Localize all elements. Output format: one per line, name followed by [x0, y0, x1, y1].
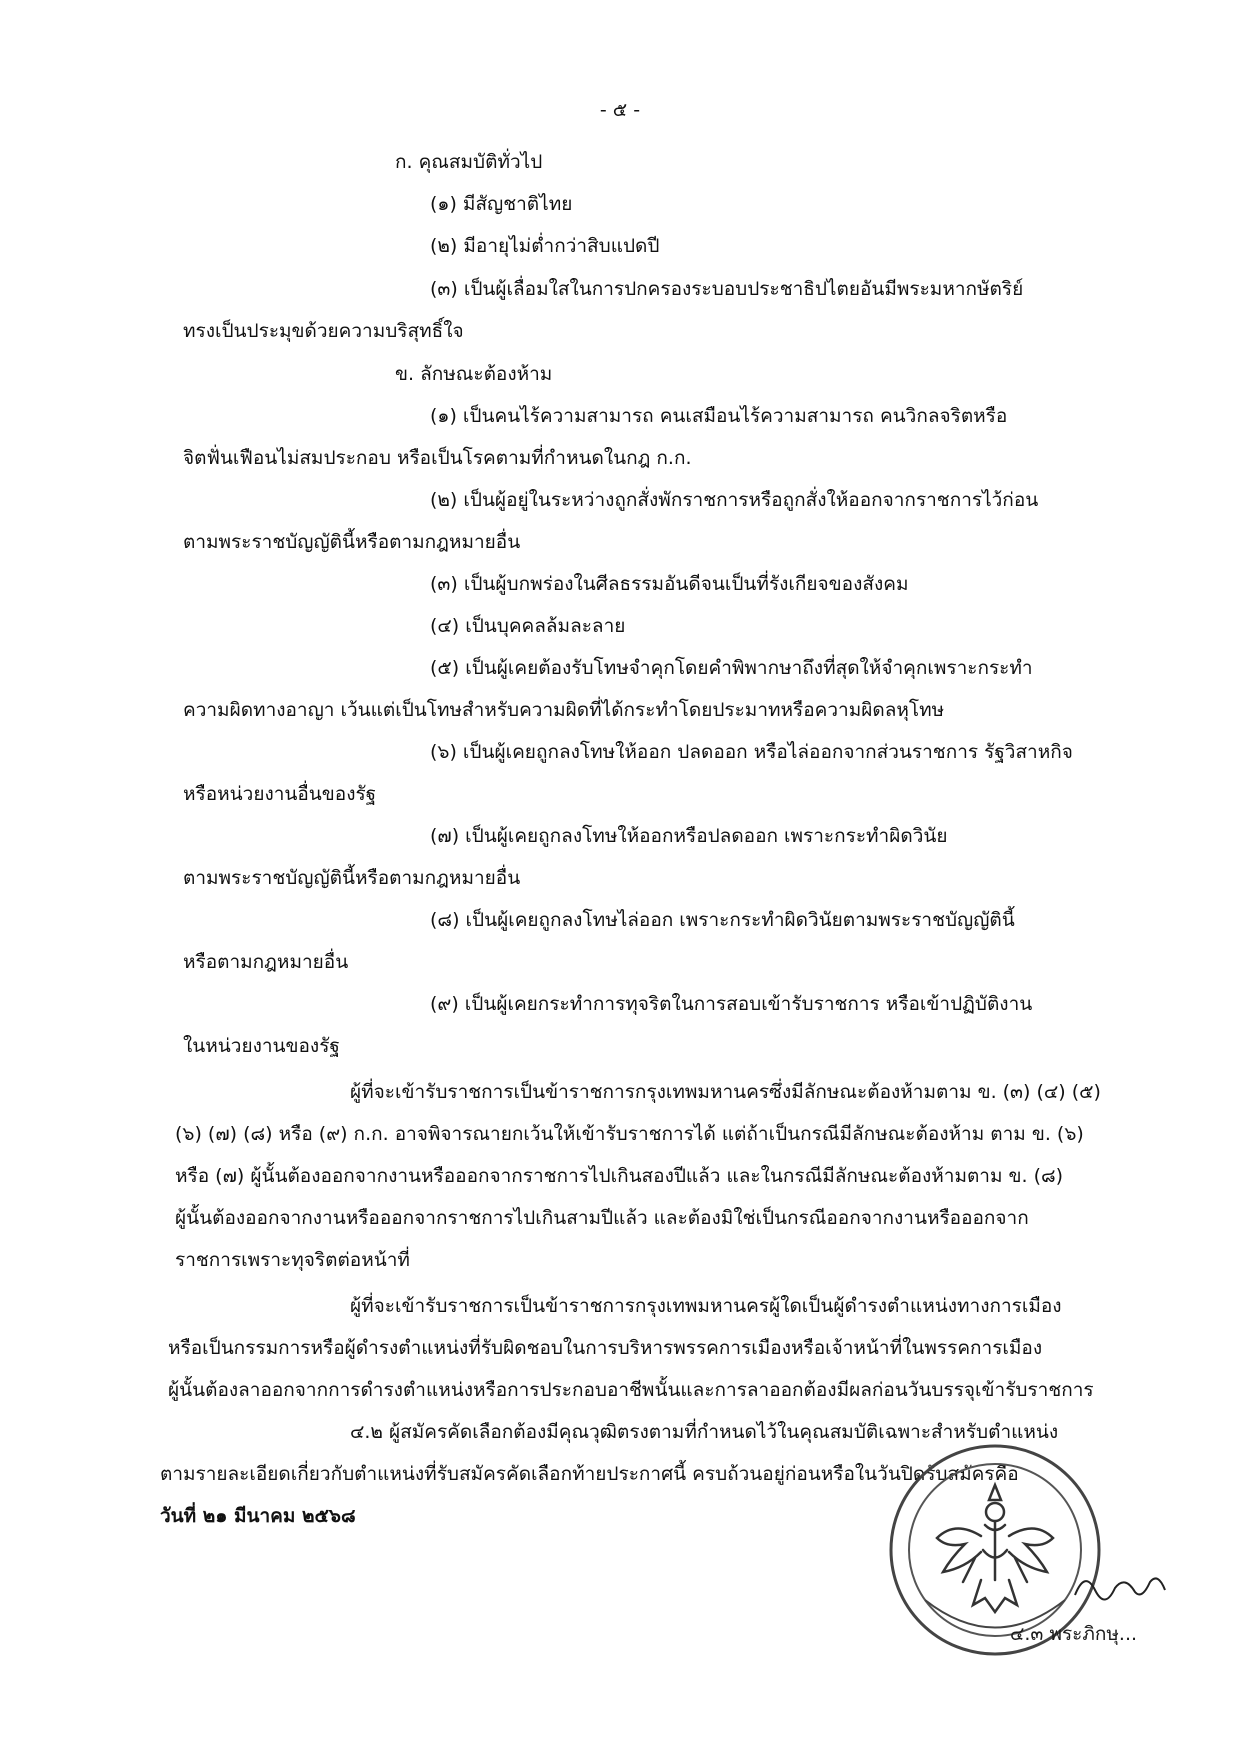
list-item: (๑) เป็นคนไร้ความสามารถ คนเสมือนไร้ความสามารถ คนวิกลจริตหรือ — [430, 405, 1008, 427]
section-heading-prohibited-characteristics: ข. ลักษณะต้องห้าม — [395, 363, 553, 385]
paragraph-line: ผู้นั้นต้องลาออกจากการดำรงตำแหน่งหรือการประกอบอาชีพนั้นและการลาออกต้องมีผลก่อนวันบรรจุเข้ารับราชการ — [168, 1379, 1094, 1401]
list-item: (๘) เป็นผู้เคยถูกลงโทษไล่ออก เพราะกระทำผิดวินัยตามพระราชบัญญัตินี้ — [430, 909, 1015, 931]
list-item-continuation: ตามพระราชบัญญัตินี้หรือตามกฎหมายอื่น — [183, 867, 521, 889]
section-4-3-heading: ๔.๓ พระภิกษุ... — [1010, 1623, 1138, 1645]
list-item-continuation: หรือหน่วยงานอื่นของรัฐ — [183, 783, 377, 805]
list-item: (๗) เป็นผู้เคยถูกลงโทษให้ออกหรือปลดออก เพราะกระทำผิดวินัย — [430, 825, 948, 847]
list-item-continuation: ตามพระราชบัญญัตินี้หรือตามกฎหมายอื่น — [183, 531, 521, 553]
list-item: (๙) เป็นผู้เคยกระทำการทุจริตในการสอบเข้ารับราชการ หรือเข้าปฏิบัติงาน — [430, 993, 1033, 1015]
page-number: - ๕ - — [599, 99, 641, 121]
list-item-continuation: จิตฟั่นเฟือนไม่สมประกอบ หรือเป็นโรคตามที่กำหนดในกฎ ก.ก. — [183, 447, 692, 469]
paragraph-line: ราชการเพราะทุจริตต่อหน้าที่ — [175, 1249, 410, 1271]
list-item: (๔) เป็นบุคคลล้มละลาย — [430, 615, 626, 637]
paragraph-line: ผู้ที่จะเข้ารับราชการเป็นข้าราชการกรุงเทพมหานครผู้ใดเป็นผู้ดำรงตำแหน่งทางการเมือง — [350, 1295, 1062, 1317]
paragraph-line: ตามรายละเอียดเกี่ยวกับตำแหน่งที่รับสมัครคัดเลือกท้ายประกาศนี้ ครบถ้วนอยู่ก่อนหรือในวันปิดรับสมัครคือ — [160, 1463, 1019, 1485]
list-item: (๕) เป็นผู้เคยต้องรับโทษจำคุกโดยคำพิพากษาถึงที่สุดให้จำคุกเพราะกระทำ — [430, 657, 1033, 679]
list-item-continuation: ในหน่วยงานของรัฐ — [183, 1035, 340, 1057]
list-item: (๑) มีสัญชาติไทย — [430, 193, 573, 215]
list-item-continuation: ทรงเป็นประมุขด้วยความบริสุทธิ์ใจ — [183, 320, 464, 342]
paragraph-line: ๔.๒ ผู้สมัครคัดเลือกต้องมีคุณวุฒิตรงตามที่กำหนดไว้ในคุณสมบัติเฉพาะสำหรับตำแหน่ง — [350, 1421, 1059, 1443]
list-item-continuation: ความผิดทางอาญา เว้นแต่เป็นโทษสำหรับความผิดที่ได้กระทำโดยประมาทหรือความผิดลหุโทษ — [183, 699, 945, 721]
list-item: (๖) เป็นผู้เคยถูกลงโทษให้ออก ปลดออก หรือไล่ออกจากส่วนราชการ รัฐวิสาหกิจ — [430, 741, 1073, 763]
paragraph-line: ผู้ที่จะเข้ารับราชการเป็นข้าราชการกรุงเทพมหานครซึ่งมีลักษณะต้องห้ามตาม ข. (๓) (๔) (๕) — [350, 1081, 1101, 1103]
paragraph-line: หรือ (๗) ผู้นั้นต้องออกจากงานหรือออกจากราชการไปเกินสองปีแล้ว และในกรณีมีลักษณะต้องห้ามตาม ข. (๘) — [175, 1165, 1064, 1187]
closing-date: วันที่ ๒๑ มีนาคม ๒๕๖๘ — [160, 1505, 356, 1527]
paragraph-line: (๖) (๗) (๘) หรือ (๙) ก.ก. อาจพิจารณายกเว้นให้เข้ารับราชการได้ แต่ถ้าเป็นกรณีมีลักษณะต้องห้าม ตาม ข. (๖) — [175, 1123, 1084, 1145]
paragraph-line: ผู้นั้นต้องออกจากงานหรือออกจากราชการไปเกินสามปีแล้ว และต้องมิใช่เป็นกรณีออกจากงานหรือออกจาก — [175, 1207, 1029, 1229]
list-item-continuation: หรือตามกฎหมายอื่น — [183, 951, 349, 973]
list-item: (๒) มีอายุไม่ต่ำกว่าสิบแปดปี — [430, 235, 660, 257]
list-item: (๒) เป็นผู้อยู่ในระหว่างถูกสั่งพักราชการหรือถูกสั่งให้ออกจากราชการไว้ก่อน — [430, 489, 1039, 511]
list-item: (๓) เป็นผู้เลื่อมใสในการปกครองระบอบประชาธิปไตยอันมีพระมหากษัตริย์ — [430, 278, 1024, 300]
paragraph-line: หรือเป็นกรรมการหรือผู้ดำรงตำแหน่งที่รับผิดชอบในการบริหารพรรคการเมืองหรือเจ้าหน้าที่ในพรรคการเมือง — [168, 1337, 1043, 1359]
list-item: (๓) เป็นผู้บกพร่องในศีลธรรมอันดีจนเป็นที่รังเกียจของสังคม — [430, 573, 909, 595]
signature-mark — [1070, 1560, 1170, 1610]
section-heading-general-qualifications: ก. คุณสมบัติทั่วไป — [395, 151, 543, 173]
